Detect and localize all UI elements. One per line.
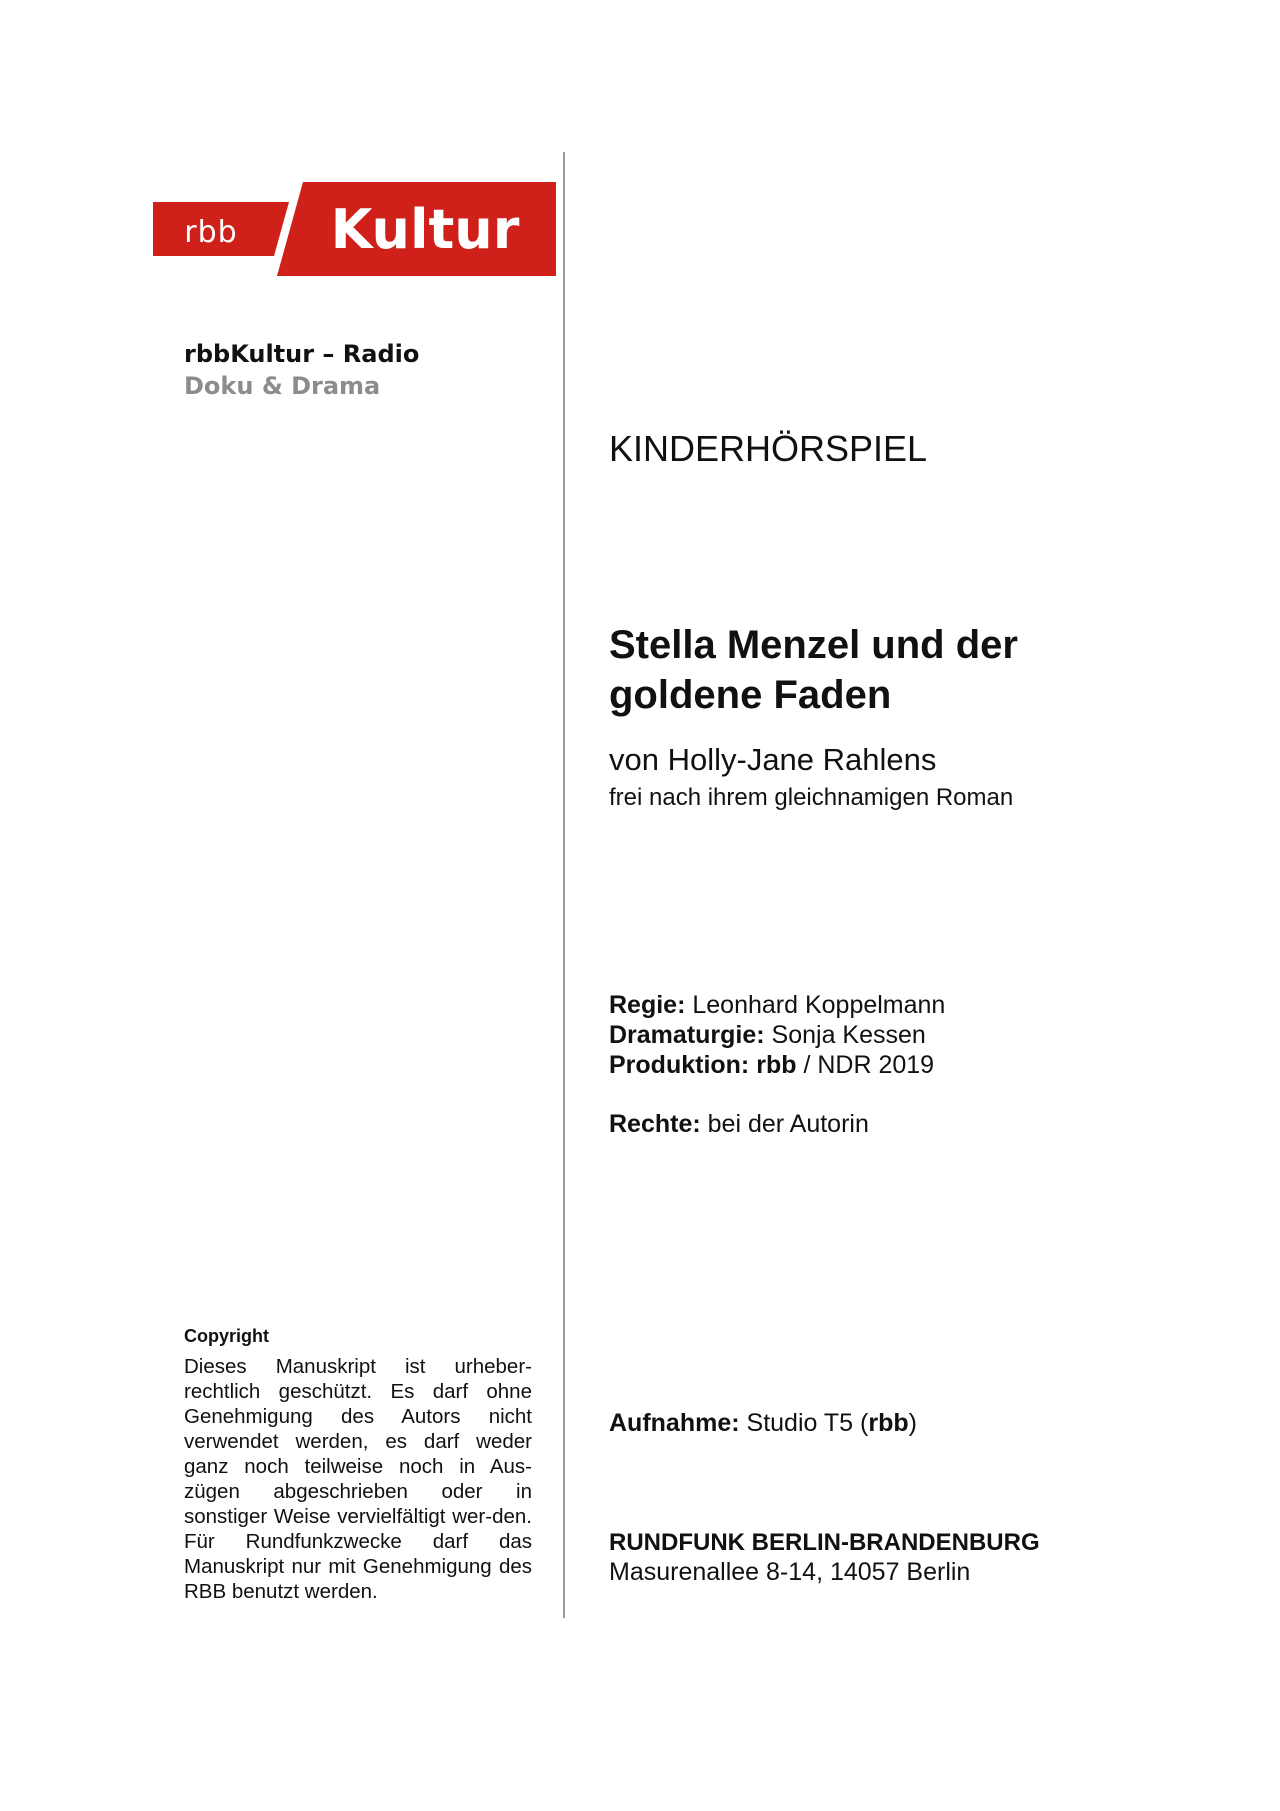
rights-label: Rechte:	[609, 1110, 701, 1138]
play-title-line2: goldene Faden	[609, 673, 892, 717]
rbbkultur-logo-graphic	[153, 182, 556, 276]
credit-regie	[609, 990, 945, 1020]
broadcaster-address: Masurenallee 8-14, 14057 Berlin	[609, 1558, 971, 1586]
brand-department: Doku & Drama	[184, 372, 381, 400]
recording-line	[609, 1409, 917, 1438]
credit-produktion-label: Produktion:	[609, 1051, 750, 1079]
copyright-notice: Dieses Manuskript ist urheber-rechtlich geschützt. Es darf ohne Genehmigung des Autors nicht verwendet werden, es darf weder ganz noch teilweise noch in Aus-zügen abgeschrieben oder in sonstiger Weise vervielfältigt wer-den. Für Rundfunkzwecke darf das Manuskript nur mit Genehmigung des RBB benutzt werden.	[184, 1355, 532, 1603]
author-line: von Holly-Jane Rahlens	[609, 742, 937, 777]
adaptation-note: frei nach ihrem gleichnamigen Roman	[609, 784, 1014, 811]
genre-label: KINDERHÖRSPIEL	[609, 428, 928, 469]
credit-regie-value: Leonhard Koppelmann	[692, 991, 946, 1019]
play-title	[609, 620, 1169, 720]
credit-produktion-value: / NDR 2019	[803, 1051, 935, 1079]
credit-produktion	[609, 1050, 945, 1080]
recording-value-bold: rbb	[868, 1409, 909, 1437]
credits-block	[609, 990, 945, 1080]
recording-label: Aufnahme:	[609, 1409, 740, 1437]
logo-rbb-text: rbb	[184, 215, 238, 250]
copyright-heading: Copyright	[184, 1326, 269, 1346]
credit-dramaturgie-value: Sonja Kessen	[771, 1021, 926, 1049]
broadcaster-name: RUNDFUNK BERLIN-BRANDENBURG	[609, 1529, 1040, 1556]
play-title-line1: Stella Menzel und der	[609, 623, 1018, 667]
credit-regie-label: Regie:	[609, 991, 686, 1019]
rights-value: bei der Autorin	[707, 1110, 869, 1138]
brand-name: rbbKultur – Radio	[184, 340, 420, 368]
credit-produktion-broadcaster: rbb	[756, 1051, 797, 1079]
column-divider	[563, 152, 565, 1618]
recording-value-post: )	[908, 1409, 917, 1437]
logo-kultur-text: Kultur	[330, 198, 520, 261]
rbbkultur-logo	[153, 182, 556, 276]
credit-dramaturgie-label: Dramaturgie:	[609, 1021, 765, 1049]
rights-line	[609, 1110, 869, 1139]
recording-value-pre: Studio T5 (	[746, 1409, 869, 1437]
credit-dramaturgie	[609, 1020, 945, 1050]
